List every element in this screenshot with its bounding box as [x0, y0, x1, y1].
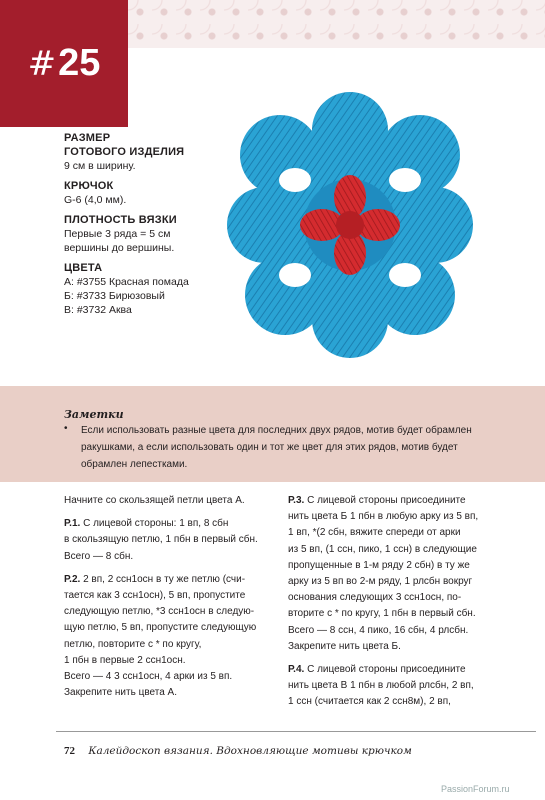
size-heading-2: ГОТОВОГО ИЗДЕЛИЯ — [64, 146, 185, 158]
footer-divider — [56, 731, 536, 732]
row-3-text: С лицевой стороны присоедините — [304, 495, 466, 506]
page-footer — [64, 745, 412, 757]
row-1-label: Р.1. — [64, 518, 81, 530]
instruction-start: Начните со скользящей петли цвета А. — [64, 495, 245, 506]
row-2-fasten: Закрепите нить цвета А. — [64, 687, 177, 699]
crochet-motif-photo — [225, 85, 475, 360]
size-value: 9 см в ширину. — [64, 160, 136, 172]
row-3-fasten: Закрепите нить цвета Б. — [288, 640, 401, 652]
instruction-row-2 — [64, 572, 284, 702]
row-3-label: Р.3. — [288, 495, 305, 506]
row-4-label: Р.4. — [288, 664, 305, 676]
row-2-line: 1 пбн в первые 2 ссн1осн. — [64, 654, 186, 666]
row-4-text: С лицевой стороны присоедините — [304, 664, 466, 676]
row-1-total: Всего — 8 сбн. — [64, 550, 134, 562]
badge-number: 25 — [58, 42, 101, 84]
header-lace-pattern — [128, 0, 545, 48]
color-c: В: #3732 Аква — [64, 304, 132, 316]
notes-line: ракушками, а если использовать один и тот же цвет для этих рядов, мотив будет — [81, 442, 458, 453]
color-a: А: #3755 Красная помада — [64, 276, 189, 288]
site-watermark: PassionForum.ru — [441, 784, 510, 794]
row-2-total: Всего — 4 3 ссн1осн, 4 арки из 5 вп. — [64, 671, 233, 683]
notes-line: обрамлен лепестками. — [81, 459, 188, 470]
page-number: 72 — [64, 745, 75, 757]
gauge-value-2: вершины до вершины. — [64, 242, 175, 254]
row-3-line: пропущенные в 1-м ряду 2 сбн) в ту же — [288, 559, 470, 571]
row-3-line: основания следующих 3 ссн1осн, по- — [288, 592, 462, 604]
row-3-total: Всего — 8 ссн, 4 пико, 16 сбн, 4 рлсбн. — [288, 624, 469, 636]
row-1-line: в скользящую петлю, 1 пбн в первый сбн. — [64, 534, 258, 546]
hook-value: G-6 (4,0 мм). — [64, 194, 127, 206]
gauge-value-1: Первые 3 ряда = 5 см — [64, 228, 171, 240]
notes-panel — [0, 386, 545, 482]
row-3-line: вторите с * по кругу, 1 пбн в первый сбн. — [288, 608, 476, 620]
size-heading-1: РАЗМЕР — [64, 132, 111, 144]
pattern-number-badge — [0, 0, 128, 127]
gauge-heading: ПЛОТНОСТЬ ВЯЗКИ — [64, 214, 177, 226]
row-2-line: петлю, повторите с * по кругу, — [64, 638, 202, 650]
instruction-row-1 — [64, 516, 284, 565]
notes-title: Заметки — [64, 408, 124, 421]
badge-hash: # — [27, 43, 57, 84]
row-2-line: тается как 3 ссн1осн), 5 вп, пропустите — [64, 590, 246, 602]
row-3-line: из 5 вп, (1 ссн, пико, 1 ссн) в следующие — [288, 543, 477, 555]
row-1-text: С лицевой стороны: 1 вп, 8 сбн — [80, 518, 229, 530]
instructions-left-column — [64, 493, 284, 708]
row-2-line: щую петлю, 5 вп, пропустите следующую — [64, 622, 257, 634]
row-4-line: нить цвета В 1 пбн в любой рлсбн, 2 вп, — [288, 680, 474, 692]
instructions-right-column — [288, 493, 513, 718]
notes-text — [81, 422, 521, 473]
notes-line: Если использовать разные цвета для последних двух рядов, мотив будет обрамлен — [81, 425, 472, 436]
row-2-text: 2 вп, 2 ссн1осн в ту же петлю (счи- — [80, 573, 246, 585]
instruction-row-4 — [288, 662, 513, 711]
colors-heading: ЦВЕТА — [64, 262, 103, 274]
color-b: Б: #3733 Бирюзовый — [64, 290, 165, 302]
row-3-line: арку из 5 вп во 2-м ряду, 1 рлсбн вокруг — [288, 576, 473, 588]
notes-bullet: • — [64, 423, 68, 434]
instruction-row-3 — [288, 493, 513, 655]
row-3-line: 1 вп, *(2 сбн, вяжите спереди от арки — [288, 527, 461, 539]
book-title: Калейдоскоп вязания. Вдохновляющие мотивы крючком — [88, 745, 412, 757]
hook-heading: КРЮЧОК — [64, 180, 114, 192]
row-4-line: 1 ссн (считается как 2 ссн8м), 2 вп, — [288, 696, 451, 708]
row-2-line: следующую петлю, *3 ссн1осн в следую- — [64, 606, 255, 618]
row-2-label: Р.2. — [64, 573, 81, 585]
specs-block — [64, 131, 244, 317]
row-3-line: нить цвета Б 1 пбн в любую арку из 5 вп, — [288, 511, 479, 523]
